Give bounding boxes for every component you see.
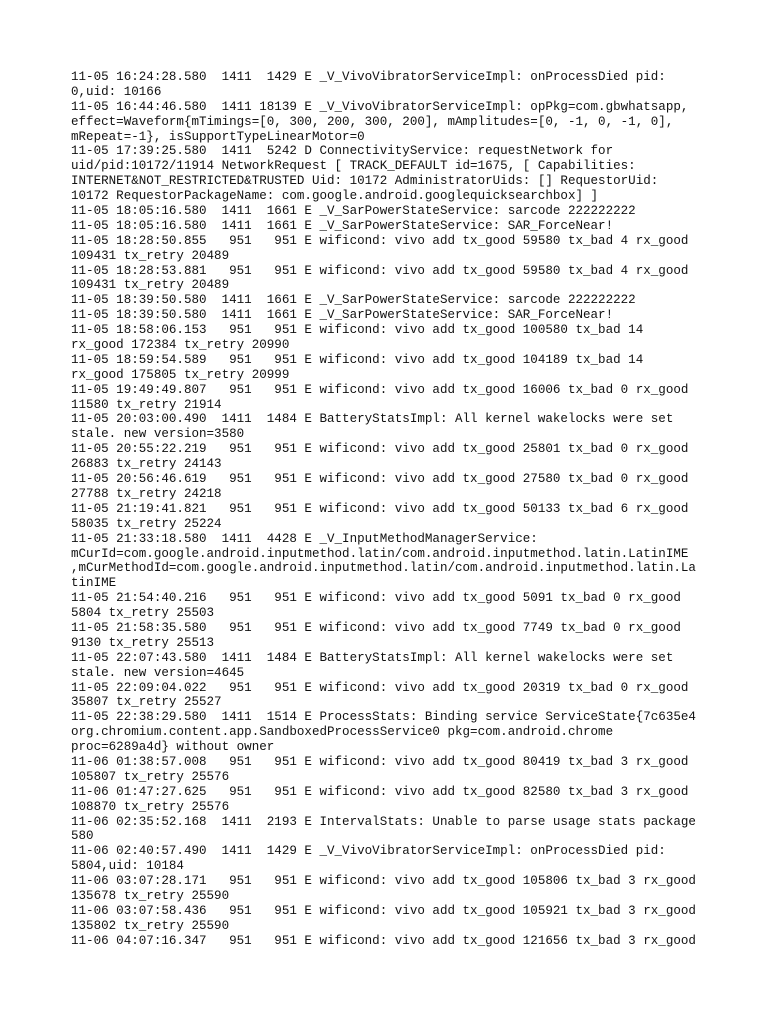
log-line: 58035 tx_retry 25224 bbox=[71, 516, 222, 531]
log-line: 11-05 18:58:06.153 951 951 E wificond: vivo add tx_good 100580 tx_bad 14 bbox=[71, 323, 644, 338]
log-line: 11-05 18:39:50.580 1411 1661 E _V_SarPowerStateService: SAR_ForceNear! bbox=[71, 308, 614, 323]
log-line: 5804,uid: 10184 bbox=[71, 859, 184, 874]
log-line: effect=Waveform{mTimings=[0, 300, 200, 300, 200], mAmplitudes=[0, -1, 0, -1, 0], bbox=[71, 114, 674, 129]
log-line: 11-05 16:24:28.580 1411 1429 E _V_VivoVibratorServiceImpl: onProcessDied pid: bbox=[71, 70, 666, 84]
log-line: stale. new version=3580 bbox=[71, 427, 245, 442]
log-line: 0,uid: 10166 bbox=[71, 84, 162, 99]
log-line: 109431 tx_retry 20489 bbox=[71, 248, 230, 263]
log-line: 11-05 21:54:40.216 951 951 E wificond: vivo add tx_good 5091 tx_bad 0 rx_good bbox=[71, 591, 681, 606]
log-line: 11-05 22:38:29.580 1411 1514 E ProcessStats: Binding service ServiceState{7c635e4 bbox=[71, 710, 696, 725]
log-line: 105807 tx_retry 25576 bbox=[71, 769, 230, 784]
log-line: proc=6289a4d} without owner bbox=[71, 740, 275, 755]
log-line: stale. new version=4645 bbox=[71, 665, 245, 680]
log-line: 11-06 04:07:16.347 951 951 E wificond: vivo add tx_good 121656 tx_bad 3 rx_good bbox=[71, 933, 696, 948]
log-line: 9130 tx_retry 25513 bbox=[71, 635, 215, 650]
log-line: 11-06 01:38:57.008 951 951 E wificond: vivo add tx_good 80419 tx_bad 3 rx_good bbox=[71, 754, 689, 769]
log-line: uid/pid:10172/11914 NetworkRequest [ TRACK_DEFAULT id=1675, [ Capabilities: bbox=[71, 159, 636, 174]
log-line: mRepeat=-1}, isSupportTypeLinearMotor=0 bbox=[71, 129, 365, 144]
log-line: tinIME bbox=[71, 576, 117, 591]
log-line: 108870 tx_retry 25576 bbox=[71, 799, 230, 814]
log-line: 11-05 22:07:43.580 1411 1484 E BatteryStatsImpl: All kernel wakelocks were set bbox=[71, 650, 674, 665]
log-line: 11-05 22:09:04.022 951 951 E wificond: vivo add tx_good 20319 tx_bad 0 rx_good bbox=[71, 680, 689, 695]
log-line: 11-06 03:07:28.171 951 951 E wificond: vivo add tx_good 105806 tx_bad 3 rx_good bbox=[71, 874, 696, 889]
log-line: 11-05 16:44:46.580 1411 18139 E _V_VivoVibratorServiceImpl: opPkg=com.gbwhatsapp, bbox=[71, 99, 689, 114]
log-line: 11-06 02:40:57.490 1411 1429 E _V_VivoVibratorServiceImpl: onProcessDied pid: bbox=[71, 844, 666, 859]
log-line: 135802 tx_retry 25590 bbox=[71, 918, 230, 933]
log-line: 11-05 21:33:18.580 1411 4428 E _V_InputMethodManagerService: bbox=[71, 531, 538, 546]
log-line: 27788 tx_retry 24218 bbox=[71, 486, 222, 501]
log-line: 10172 RequestorPackageName: com.google.android.googlequicksearchbox] ] bbox=[71, 189, 599, 204]
log-line: mCurId=com.google.android.inputmethod.latin/com.android.inputmethod.latin.LatinIME bbox=[71, 546, 689, 561]
log-line: 11-05 18:05:16.580 1411 1661 E _V_SarPowerStateService: sarcode 222222222 bbox=[71, 204, 636, 219]
log-line: 11-05 18:59:54.589 951 951 E wificond: vivo add tx_good 104189 tx_bad 14 bbox=[71, 352, 644, 367]
log-line: 11-05 18:28:50.855 951 951 E wificond: vivo add tx_good 59580 tx_bad 4 rx_good bbox=[71, 233, 689, 248]
log-line: 11580 tx_retry 21914 bbox=[71, 397, 222, 412]
log-line: 109431 tx_retry 20489 bbox=[71, 278, 230, 293]
log-line: 11-05 17:39:25.580 1411 5242 D ConnectivityService: requestNetwork for bbox=[71, 144, 614, 159]
log-line: rx_good 172384 tx_retry 20990 bbox=[71, 338, 290, 353]
log-line: 11-05 21:19:41.821 951 951 E wificond: vivo add tx_good 50133 tx_bad 6 rx_good bbox=[71, 501, 689, 516]
log-line: 11-05 18:39:50.580 1411 1661 E _V_SarPowerStateService: sarcode 222222222 bbox=[71, 293, 636, 308]
log-line: 580 bbox=[71, 829, 94, 844]
log-line: 135678 tx_retry 25590 bbox=[71, 888, 230, 903]
log-line: 11-05 19:49:49.807 951 951 E wificond: vivo add tx_good 16006 tx_bad 0 rx_good bbox=[71, 382, 689, 397]
log-line: 35807 tx_retry 25527 bbox=[71, 695, 222, 710]
log-line: 11-05 20:55:22.219 951 951 E wificond: vivo add tx_good 25801 tx_bad 0 rx_good bbox=[71, 442, 689, 457]
log-line: INTERNET&NOT_RESTRICTED&TRUSTED Uid: 10172 AdministratorUids: [] RequestorUid: bbox=[71, 174, 659, 189]
log-text bbox=[71, 70, 711, 949]
log-line: 11-05 18:05:16.580 1411 1661 E _V_SarPowerStateService: SAR_ForceNear! bbox=[71, 218, 614, 233]
log-line: 11-05 20:03:00.490 1411 1484 E BatteryStatsImpl: All kernel wakelocks were set bbox=[71, 412, 674, 427]
log-line: 11-05 20:56:46.619 951 951 E wificond: vivo add tx_good 27580 tx_bad 0 rx_good bbox=[71, 472, 689, 487]
log-line: 11-06 03:07:58.436 951 951 E wificond: vivo add tx_good 105921 tx_bad 3 rx_good bbox=[71, 903, 696, 918]
log-line: rx_good 175805 tx_retry 20999 bbox=[71, 367, 290, 382]
log-line: 11-05 21:58:35.580 951 951 E wificond: vivo add tx_good 7749 tx_bad 0 rx_good bbox=[71, 620, 681, 635]
log-line: 5804 tx_retry 25503 bbox=[71, 606, 215, 621]
log-line: 11-06 02:35:52.168 1411 2193 E IntervalStats: Unable to parse usage stats package bbox=[71, 814, 696, 829]
log-line: org.chromium.content.app.SandboxedProcessService0 pkg=com.android.chrome bbox=[71, 725, 614, 740]
log-line: 11-06 01:47:27.625 951 951 E wificond: vivo add tx_good 82580 tx_bad 3 rx_good bbox=[71, 784, 689, 799]
log-line: 26883 tx_retry 24143 bbox=[71, 457, 222, 472]
log-line: ,mCurMethodId=com.google.android.inputmethod.latin/com.android.inputmethod.latin.La bbox=[71, 561, 696, 576]
log-line: 11-05 18:28:53.881 951 951 E wificond: vivo add tx_good 59580 tx_bad 4 rx_good bbox=[71, 263, 689, 278]
